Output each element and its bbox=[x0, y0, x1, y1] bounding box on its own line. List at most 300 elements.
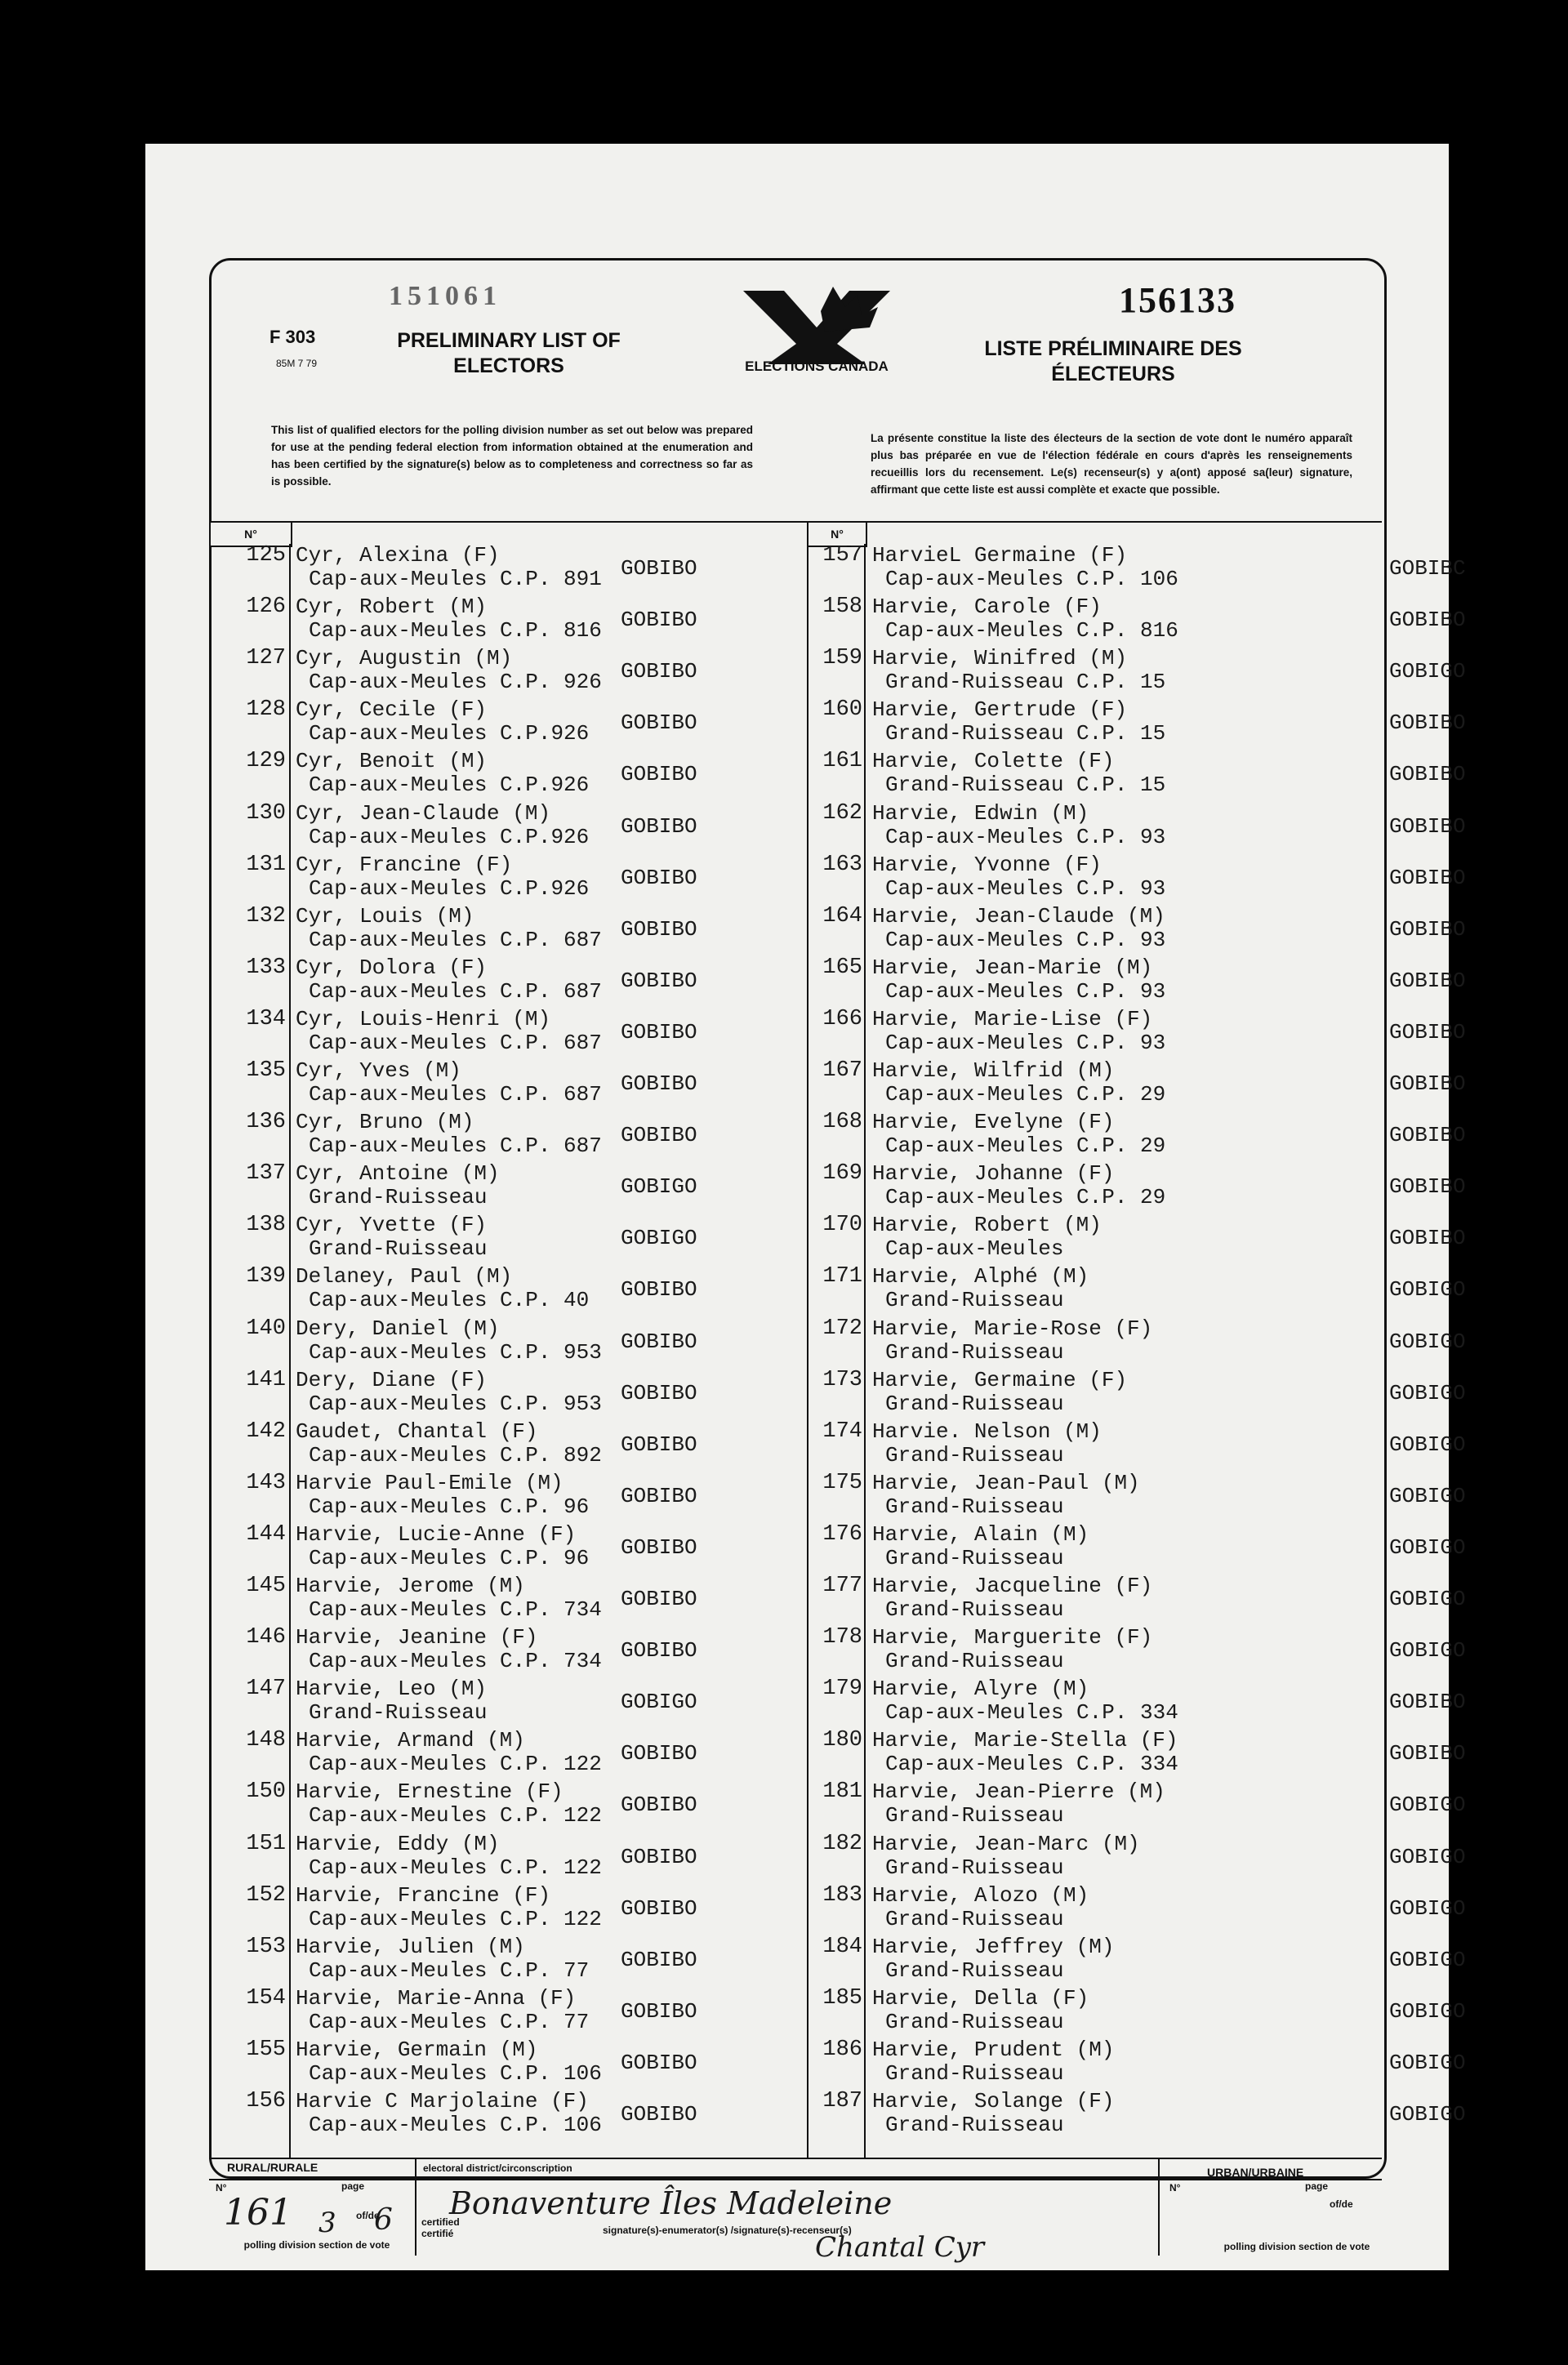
document-sheet bbox=[145, 144, 1466, 2270]
elector-number: 181 bbox=[822, 1779, 862, 1805]
elector-code: GOBIGO bbox=[1389, 1947, 1466, 1972]
elector-name: Harvie, Alyre (M) bbox=[872, 1677, 1089, 1702]
elector-entry bbox=[813, 1677, 1466, 1729]
elector-code: GOBIGO bbox=[1389, 1638, 1466, 1664]
elector-address: Cap-aux-Meules C.P. 734 bbox=[309, 1649, 602, 1674]
elector-address: Cap-aux-Meules C.P. 816 bbox=[885, 618, 1178, 644]
elector-entry bbox=[813, 1985, 1466, 2038]
elector-name: Harvie, Francine (F) bbox=[296, 1882, 551, 1908]
elector-code: GOBIBO bbox=[1389, 1690, 1466, 1715]
urban-label: URBAN/URBAINE bbox=[1207, 2166, 1304, 2179]
elector-entry bbox=[237, 595, 727, 647]
title-en: PRELIMINARY LIST OF ELECTORS bbox=[397, 329, 621, 377]
elector-number: 150 bbox=[246, 1779, 286, 1805]
signature-label: signature(s)-enumerator(s) /signature(s)-recenseur(s) bbox=[603, 2225, 852, 2236]
elector-address: Cap-aux-Meules C.P. 29 bbox=[885, 1185, 1166, 1210]
elector-entry bbox=[813, 1574, 1466, 1626]
elector-code: GOBIBO bbox=[1389, 1123, 1466, 1148]
elector-address: Grand-Ruisseau bbox=[885, 1649, 1064, 1674]
elector-name: Cyr, Yvette (F) bbox=[296, 1213, 488, 1238]
elector-code: GOBIBO bbox=[621, 1638, 697, 1664]
elector-name: Harvie, Ernestine (F) bbox=[296, 1779, 564, 1805]
elector-number: 143 bbox=[246, 1470, 286, 1495]
elector-name: Cyr, Cecile (F) bbox=[296, 697, 488, 723]
elector-code: GOBIBO bbox=[1389, 865, 1466, 890]
elector-address: Grand-Ruisseau C.P. 15 bbox=[885, 670, 1166, 695]
elector-entry bbox=[813, 852, 1466, 905]
form-number: F 303 bbox=[270, 327, 316, 347]
elector-name: Harvie, Marie-Lise (F) bbox=[872, 1006, 1153, 1031]
elector-address: Cap-aux-Meules C.P. 122 bbox=[309, 1752, 602, 1777]
elector-code: GOBIBO bbox=[621, 1947, 697, 1972]
elector-code: GOBIGO bbox=[1389, 1844, 1466, 1869]
elector-address: Grand-Ruisseau bbox=[885, 1906, 1064, 1931]
elector-name: Harvie, Alphé (M) bbox=[872, 1264, 1089, 1289]
elector-address: Cap-aux-Meules bbox=[885, 1236, 1064, 1262]
table-bottom-rule bbox=[209, 2158, 1382, 2159]
rural-label: RURAL/RURALE bbox=[227, 2161, 318, 2174]
elector-entry bbox=[813, 1213, 1466, 1265]
elector-number: 127 bbox=[246, 646, 286, 671]
elector-address: Cap-aux-Meules C.P.926 bbox=[309, 875, 590, 901]
elector-code: GOBIBO bbox=[621, 1844, 697, 1869]
title-fr: LISTE PRÉLIMINAIRE DES ÉLECTEURS bbox=[984, 337, 1242, 385]
elector-entry bbox=[813, 1779, 1466, 1832]
elector-code: GOBIBO bbox=[621, 1483, 697, 1508]
elector-address: Cap-aux-Meules C.P. 77 bbox=[309, 2009, 590, 2034]
district-label: electoral district/circonscription bbox=[423, 2162, 572, 2174]
page-number: 3 bbox=[318, 2207, 336, 2239]
elector-code: GOBIBO bbox=[621, 556, 697, 581]
elector-number: 158 bbox=[822, 595, 862, 620]
elector-entry bbox=[237, 1162, 727, 1214]
logo-text: ELECTIONS CANADA bbox=[745, 359, 889, 374]
elector-number: 128 bbox=[246, 697, 286, 723]
elector-name: Harvie, Leo (M) bbox=[296, 1677, 488, 1702]
elector-address: Grand-Ruisseau bbox=[885, 1545, 1064, 1570]
elector-name: Cyr, Augustin (M) bbox=[296, 646, 513, 671]
elector-entry bbox=[813, 1882, 1466, 1935]
elector-entry bbox=[237, 1111, 727, 1162]
intro-text-en: This list of qualified electors for the polling division number as set out below was prepared for use at the pending federal election from information obtained at the enumeration and has been certified by the signature(s) below as to completeness and correctness so far as is possible. bbox=[271, 424, 753, 488]
elector-number: 174 bbox=[822, 1419, 862, 1444]
elector-entry bbox=[237, 2090, 727, 2141]
elector-number: 147 bbox=[246, 1677, 286, 1702]
elector-name: Harvie, Carole (F) bbox=[872, 595, 1102, 620]
elector-number: 164 bbox=[822, 903, 862, 929]
elector-entry bbox=[813, 1831, 1466, 1884]
elector-number: 175 bbox=[822, 1470, 862, 1495]
elector-address: Cap-aux-Meules C.P. 29 bbox=[885, 1134, 1166, 1159]
elector-code: GOBIBO bbox=[1389, 608, 1466, 633]
elector-address: Grand-Ruisseau bbox=[885, 2113, 1064, 2137]
elector-entry bbox=[237, 1884, 727, 1935]
elector-address: Cap-aux-Meules C.P. 687 bbox=[309, 927, 602, 952]
elector-name: Cyr, Louis-Henri (M) bbox=[296, 1006, 551, 1031]
elector-number: 178 bbox=[822, 1625, 862, 1650]
elector-number: 173 bbox=[822, 1367, 862, 1392]
elector-number: 176 bbox=[822, 1521, 862, 1547]
elector-name: Harvie, Marie-Stella (F) bbox=[872, 1728, 1178, 1753]
footer-divider-left bbox=[415, 2158, 416, 2256]
elector-entry bbox=[237, 1574, 727, 1626]
elector-address: Grand-Ruisseau bbox=[885, 1957, 1064, 1983]
elector-code: GOBIGO bbox=[1389, 1534, 1466, 1560]
polling-division-number: 161 bbox=[224, 2192, 292, 2234]
elector-code: GOBIGO bbox=[1389, 1329, 1466, 1354]
elector-code: GOBIBO bbox=[621, 1741, 697, 1766]
elector-code: GOBIGO bbox=[1389, 1998, 1466, 2024]
elector-name: Harvie, Jean-Paul (M) bbox=[872, 1470, 1140, 1495]
elector-number: 125 bbox=[246, 543, 286, 568]
elector-address: Cap-aux-Meules C.P. 892 bbox=[309, 1442, 602, 1468]
elector-entry bbox=[237, 1420, 727, 1472]
elector-address: Cap-aux-Meules C.P. 734 bbox=[309, 1597, 602, 1622]
elector-number: 186 bbox=[822, 2037, 862, 2062]
elector-address: Grand-Ruisseau bbox=[885, 1803, 1064, 1828]
elector-entry bbox=[237, 647, 727, 698]
elector-number: 165 bbox=[822, 955, 862, 980]
serial-number: 156133 bbox=[1119, 280, 1236, 320]
elector-number: 180 bbox=[822, 1728, 862, 1753]
elector-code: GOBIGO bbox=[1389, 1587, 1466, 1611]
elector-code: GOBIBO bbox=[621, 1329, 697, 1354]
elector-code: GOBIBO bbox=[1389, 813, 1466, 839]
elector-address: Cap-aux-Meules C.P. 29 bbox=[885, 1082, 1166, 1107]
elector-code: GOBIBO bbox=[1389, 762, 1466, 787]
elector-name: Cyr, Bruno (M) bbox=[296, 1110, 474, 1135]
elector-name: Cyr, Benoit (M) bbox=[296, 749, 488, 774]
table-top-rule bbox=[209, 521, 1382, 523]
elector-code: GOBIGO bbox=[1389, 659, 1466, 684]
elector-entry bbox=[813, 2037, 1466, 2090]
elector-name: Harvie, Prudent (M) bbox=[872, 2037, 1115, 2062]
elector-address: Cap-aux-Meules C.P. 687 bbox=[309, 978, 602, 1004]
elector-number: 151 bbox=[246, 1831, 286, 1856]
urban-page-label: page bbox=[1305, 2180, 1329, 2192]
elector-name: HarvieL Germaine (F) bbox=[872, 543, 1128, 568]
elector-address: Cap-aux-Meules C.P. 93 bbox=[885, 1030, 1166, 1055]
elector-address: Cap-aux-Meules C.P. 816 bbox=[309, 618, 602, 644]
elector-address: Cap-aux-Meules C.P. 122 bbox=[309, 1803, 602, 1828]
elector-code: GOBIGO bbox=[621, 1174, 697, 1200]
elector-number: 179 bbox=[822, 1677, 862, 1702]
elector-number: 142 bbox=[246, 1419, 286, 1444]
elector-entry bbox=[813, 1316, 1466, 1369]
elector-name: Cyr, Dolora (F) bbox=[296, 955, 488, 980]
elector-code: GOBIGO bbox=[1389, 1380, 1466, 1405]
elector-address: Cap-aux-Meules C.P. 106 bbox=[309, 2113, 602, 2137]
elector-address: Cap-aux-Meules C.P. 334 bbox=[885, 1752, 1178, 1777]
elector-address: Grand-Ruisseau bbox=[309, 1236, 488, 1262]
elector-entry bbox=[237, 1677, 727, 1729]
elector-address: Cap-aux-Meules C.P. 122 bbox=[309, 1906, 602, 1931]
elector-address: Cap-aux-Meules C.P. 40 bbox=[309, 1288, 590, 1313]
elector-code: GOBIBO bbox=[621, 659, 697, 684]
elector-name: Harvie, Della (F) bbox=[872, 1985, 1089, 2011]
elector-entry bbox=[813, 749, 1466, 801]
elector-entry bbox=[237, 2038, 727, 2090]
elector-entry bbox=[813, 1419, 1466, 1472]
elector-entry bbox=[813, 646, 1466, 698]
elector-code: GOBIBO bbox=[621, 916, 697, 942]
elector-code: GOBIBO bbox=[621, 1534, 697, 1560]
elector-entry bbox=[237, 1059, 727, 1111]
elector-number: 187 bbox=[822, 2089, 862, 2113]
elector-address: Grand-Ruisseau bbox=[885, 1597, 1064, 1622]
elector-address: Cap-aux-Meules C.P. 122 bbox=[309, 1855, 602, 1880]
elector-name: Cyr, Alexina (F) bbox=[296, 543, 500, 568]
elector-code: GOBIBO bbox=[1389, 968, 1466, 993]
elector-entry bbox=[237, 956, 727, 1008]
elector-number: 134 bbox=[246, 1006, 286, 1031]
elector-code: GOBIGO bbox=[621, 1690, 697, 1715]
elector-number: 160 bbox=[822, 697, 862, 723]
elector-name: Cyr, Francine (F) bbox=[296, 852, 513, 877]
elector-code: GOBIBO bbox=[621, 1895, 697, 1921]
elector-address: Cap-aux-Meules C.P. 891 bbox=[309, 567, 602, 591]
elector-entry bbox=[813, 2089, 1466, 2141]
elector-address: Grand-Ruisseau bbox=[885, 1339, 1064, 1365]
elector-address: Grand-Ruisseau bbox=[885, 1855, 1064, 1880]
elector-number: 182 bbox=[822, 1831, 862, 1856]
elector-number: 139 bbox=[246, 1264, 286, 1289]
elector-entry bbox=[813, 543, 1466, 595]
elector-entry bbox=[813, 1470, 1466, 1523]
elector-entry bbox=[237, 1472, 727, 1523]
elector-number: 161 bbox=[822, 749, 862, 774]
elector-number: 141 bbox=[246, 1367, 286, 1392]
elector-entry bbox=[813, 697, 1466, 750]
left-no-header: N° bbox=[209, 521, 292, 547]
enumerator-signature: Chantal Cyr bbox=[815, 2231, 985, 2264]
elector-number: 135 bbox=[246, 1058, 286, 1083]
elector-number: 146 bbox=[246, 1625, 286, 1650]
elector-number: 144 bbox=[246, 1521, 286, 1547]
elector-number: 153 bbox=[246, 1934, 286, 1959]
elector-number: 126 bbox=[246, 595, 286, 620]
elector-address: Cap-aux-Meules C.P. 93 bbox=[885, 927, 1166, 952]
elector-entry bbox=[237, 544, 727, 595]
urban-no-label: N° bbox=[1169, 2182, 1181, 2194]
elector-entry bbox=[237, 1369, 727, 1420]
elector-address: Grand-Ruisseau bbox=[309, 1185, 488, 1210]
elector-address: Cap-aux-Meules C.P. 93 bbox=[885, 978, 1166, 1004]
elector-entry bbox=[237, 1780, 727, 1832]
elector-entry bbox=[237, 698, 727, 750]
form-code: 85M 7 79 bbox=[276, 358, 318, 369]
elector-address: Grand-Ruisseau bbox=[885, 1442, 1064, 1468]
elector-name: Cyr, Antoine (M) bbox=[296, 1161, 500, 1187]
certified-label: certified certifié bbox=[421, 2216, 460, 2239]
elector-number: 162 bbox=[822, 800, 862, 826]
elector-entry bbox=[813, 1161, 1466, 1214]
elector-name: Harvie, Jean-Claude (M) bbox=[872, 903, 1165, 929]
elector-entry bbox=[813, 903, 1466, 956]
elector-name: Harvie, Winifred (M) bbox=[872, 646, 1128, 671]
elector-code: GOBIBO bbox=[621, 813, 697, 839]
elector-code: GOBIBO bbox=[621, 1998, 697, 2024]
elector-name: Harvie, Jeffrey (M) bbox=[872, 1934, 1115, 1959]
elector-entry bbox=[237, 905, 727, 956]
elector-number: 185 bbox=[822, 1985, 862, 2011]
elector-number: 129 bbox=[246, 749, 286, 774]
elector-address: Cap-aux-Meules C.P. 687 bbox=[309, 1134, 602, 1159]
urban-of-label: of/de bbox=[1330, 2198, 1353, 2210]
elector-number: 131 bbox=[246, 852, 286, 877]
elector-code: GOBIGO bbox=[1389, 1432, 1466, 1457]
elector-entry bbox=[813, 1625, 1466, 1677]
elector-number: 155 bbox=[246, 2037, 286, 2062]
elector-code: GOBIBO bbox=[1389, 1741, 1466, 1766]
elector-code: GOBIGO bbox=[1389, 1895, 1466, 1921]
elector-entry bbox=[237, 1626, 727, 1677]
elector-name: Harvie, Yvonne (F) bbox=[872, 852, 1102, 877]
elector-name: Harvie C Marjolaine (F) bbox=[296, 2089, 589, 2113]
elector-entry bbox=[813, 595, 1466, 647]
elector-entry bbox=[813, 1110, 1466, 1162]
elector-code: GOBIBO bbox=[621, 2102, 697, 2127]
elector-name: Harvie, Robert (M) bbox=[872, 1213, 1102, 1238]
elector-name: Cyr, Jean-Claude (M) bbox=[296, 800, 551, 826]
elector-number: 159 bbox=[822, 646, 862, 671]
elector-name: Harvie, Marguerite (F) bbox=[872, 1625, 1153, 1650]
elector-name: Harvie, Marie-Rose (F) bbox=[872, 1316, 1153, 1341]
urban-polling-label: polling division section de vote bbox=[1223, 2241, 1370, 2252]
elector-entry bbox=[813, 1934, 1466, 1987]
elector-name: Harvie, Alozo (M) bbox=[872, 1882, 1089, 1908]
elector-name: Harvie, Wilfrid (M) bbox=[872, 1058, 1115, 1083]
elector-code: GOBIBC bbox=[1389, 556, 1466, 581]
page-total: 6 bbox=[374, 2203, 393, 2237]
elector-name: Harvie, Jerome (M) bbox=[296, 1574, 525, 1598]
elector-entry bbox=[237, 1523, 727, 1574]
elector-code: GOBIBO bbox=[621, 1380, 697, 1405]
elector-number: 136 bbox=[246, 1110, 286, 1135]
elector-address: Cap-aux-Meules C.P. 334 bbox=[885, 1700, 1178, 1726]
elector-code: GOBIBO bbox=[1389, 1019, 1466, 1044]
elector-address: Cap-aux-Meules C.P. 93 bbox=[885, 824, 1166, 849]
elector-address: Cap-aux-Meules C.P. 96 bbox=[309, 1545, 590, 1570]
elector-name: Harvie, Jeanine (F) bbox=[296, 1625, 538, 1650]
elector-address: Cap-aux-Meules C.P. 687 bbox=[309, 1030, 602, 1055]
elector-address: Cap-aux-Meules C.P. 953 bbox=[309, 1339, 602, 1365]
elector-number: 148 bbox=[246, 1728, 286, 1753]
elector-name: Harvie, Marie-Anna (F) bbox=[296, 1985, 577, 2011]
stamp-number: 151061 bbox=[389, 281, 501, 311]
elector-name: Harvie, Lucie-Anne (F) bbox=[296, 1521, 577, 1547]
elector-address: Cap-aux-Meules C.P. 93 bbox=[885, 875, 1166, 901]
elector-entry bbox=[237, 802, 727, 853]
elector-code: GOBIBO bbox=[1389, 710, 1466, 736]
elector-name: Harvie, Solange (F) bbox=[872, 2089, 1115, 2113]
elector-code: GOBIBO bbox=[1389, 1226, 1466, 1251]
elector-code: GOBIBO bbox=[621, 1587, 697, 1611]
elector-number: 156 bbox=[246, 2089, 286, 2113]
elector-number: 152 bbox=[246, 1882, 286, 1908]
elector-name: Harvie. Nelson (M) bbox=[872, 1419, 1102, 1444]
elector-name: Harvie, Eddy (M) bbox=[296, 1831, 500, 1856]
elector-name: Dery, Daniel (M) bbox=[296, 1316, 500, 1341]
elector-entry bbox=[813, 1728, 1466, 1780]
elector-entry bbox=[237, 750, 727, 801]
rural-no-label: N° bbox=[216, 2182, 227, 2194]
elector-address: Grand-Ruisseau bbox=[309, 1700, 488, 1726]
elector-entry bbox=[237, 1317, 727, 1369]
elector-code: GOBIBO bbox=[1389, 1071, 1466, 1096]
elector-code: GOBIBO bbox=[621, 1432, 697, 1457]
elector-number: 145 bbox=[246, 1574, 286, 1598]
right-no-header: N° bbox=[807, 521, 867, 547]
elector-code: GOBIBO bbox=[621, 1123, 697, 1148]
elector-code: GOBIBO bbox=[621, 608, 697, 633]
elector-code: GOBIGO bbox=[1389, 1483, 1466, 1508]
elector-address: Cap-aux-Meules C.P. 106 bbox=[885, 567, 1178, 591]
elector-number: 167 bbox=[822, 1058, 862, 1083]
elector-address: Grand-Ruisseau bbox=[885, 1494, 1064, 1519]
elector-code: GOBIBO bbox=[621, 968, 697, 993]
elector-name: Harvie, Jean-Pierre (M) bbox=[872, 1779, 1165, 1805]
elector-number: 137 bbox=[246, 1161, 286, 1187]
elector-code: GOBIGO bbox=[1389, 2102, 1466, 2127]
elector-code: GOBIGO bbox=[1389, 1793, 1466, 1818]
district-handwritten: Bonaventure Îles Madeleine bbox=[449, 2185, 893, 2221]
elector-code: GOBIGO bbox=[1389, 1277, 1466, 1303]
elector-address: Grand-Ruisseau bbox=[885, 2009, 1064, 2034]
elector-address: Cap-aux-Meules C.P.926 bbox=[309, 824, 590, 849]
elector-code: GOBIBO bbox=[621, 1019, 697, 1044]
elector-name: Harvie, Colette (F) bbox=[872, 749, 1115, 774]
elector-entry bbox=[813, 1058, 1466, 1111]
elector-code: GOBIBO bbox=[621, 710, 697, 736]
polling-division-label: polling division section de vote bbox=[243, 2239, 390, 2251]
elector-name: Cyr, Yves (M) bbox=[296, 1058, 461, 1083]
elector-address: Cap-aux-Meules C.P.926 bbox=[309, 721, 590, 746]
elector-number: 132 bbox=[246, 903, 286, 929]
elector-number: 157 bbox=[822, 543, 862, 568]
elector-address: Grand-Ruisseau bbox=[885, 1391, 1064, 1416]
elector-name: Harvie, Jean-Marie (M) bbox=[872, 955, 1153, 980]
elector-name: Harvie, Germaine (F) bbox=[872, 1367, 1128, 1392]
elector-entry bbox=[237, 1214, 727, 1265]
elector-number: 133 bbox=[246, 955, 286, 980]
elector-address: Cap-aux-Meules C.P. 106 bbox=[309, 2060, 602, 2086]
elector-number: 169 bbox=[822, 1161, 862, 1187]
elector-number: 138 bbox=[246, 1213, 286, 1238]
rural-of-label: of/de bbox=[356, 2210, 380, 2221]
elector-number: 172 bbox=[822, 1316, 862, 1341]
elector-number: 184 bbox=[822, 1934, 862, 1959]
elector-number: 170 bbox=[822, 1213, 862, 1238]
footer-divider-right bbox=[1158, 2158, 1160, 2256]
elector-entry bbox=[813, 1006, 1466, 1059]
elector-entry bbox=[813, 1521, 1466, 1574]
elector-code: GOBIBO bbox=[1389, 1174, 1466, 1200]
elector-name: Delaney, Paul (M) bbox=[296, 1264, 513, 1289]
elector-name: Harvie, Johanne (F) bbox=[872, 1161, 1115, 1187]
elector-address: Cap-aux-Meules C.P. 77 bbox=[309, 1957, 590, 1983]
elector-name: Cyr, Louis (M) bbox=[296, 903, 474, 929]
elector-address: Grand-Ruisseau bbox=[885, 1288, 1064, 1313]
elector-number: 177 bbox=[822, 1574, 862, 1598]
elector-number: 140 bbox=[246, 1316, 286, 1341]
elector-code: GOBIBO bbox=[621, 1793, 697, 1818]
elector-name: Harvie, Gertrude (F) bbox=[872, 697, 1128, 723]
elector-entry bbox=[813, 1367, 1466, 1420]
elector-number: 183 bbox=[822, 1882, 862, 1908]
elector-address: Cap-aux-Meules C.P. 926 bbox=[309, 670, 602, 695]
elector-name: Harvie, Jean-Marc (M) bbox=[872, 1831, 1140, 1856]
